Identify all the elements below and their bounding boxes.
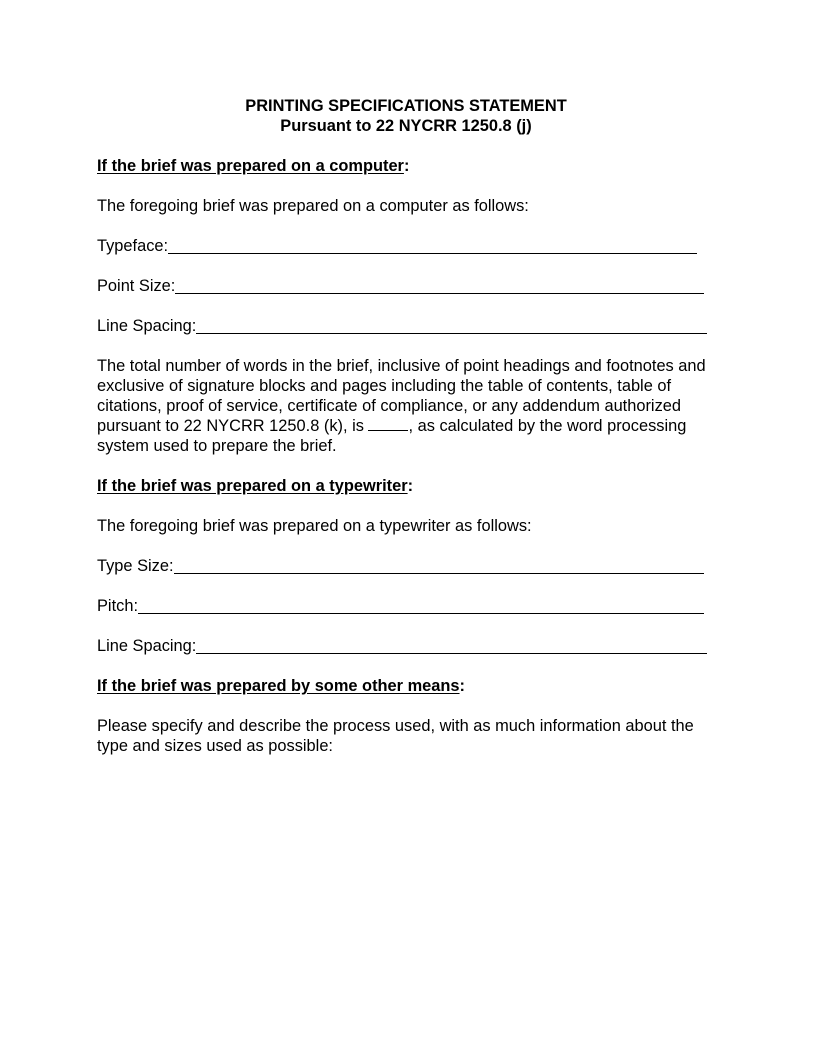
computer-line-spacing-label: Line Spacing:: [97, 317, 197, 335]
typewriter-heading-colon: :: [407, 477, 414, 495]
pitch-blank[interactable]: [138, 598, 704, 614]
other-section-heading: [97, 676, 715, 696]
typeface-field: [97, 236, 715, 256]
computer-heading-text: If the brief was prepared on a computer: [97, 157, 404, 175]
typewriter-line-spacing-field: [97, 636, 715, 656]
computer-section-heading: [97, 156, 715, 176]
word-count-text-2: , as calculated by the word processing system used to prepare the brief.: [97, 417, 687, 455]
typewriter-intro: The foregoing brief was prepared on a typewriter as follows:: [97, 517, 532, 535]
typewriter-heading-text: If the brief was prepared on a typewriter: [97, 477, 408, 495]
computer-intro: The foregoing brief was prepared on a computer as follows:: [97, 197, 529, 215]
typewriter-section-heading: [97, 476, 715, 496]
word-count-blank[interactable]: [368, 416, 408, 431]
point-size-field: [97, 276, 715, 296]
type-size-field: [97, 556, 715, 576]
pitch-label: Pitch:: [97, 597, 138, 615]
document-page: [97, 96, 715, 756]
other-heading-text: If the brief was prepared by some other means: [97, 677, 460, 695]
word-count-paragraph: [97, 356, 717, 456]
computer-line-spacing-field: [97, 316, 715, 336]
pitch-field: [97, 596, 715, 616]
typeface-label: Typeface:: [97, 237, 169, 255]
document-title: PRINTING SPECIFICATIONS STATEMENT: [245, 97, 567, 115]
point-size-label: Point Size:: [97, 277, 176, 295]
word-count-text-1: The total number of words in the brief, inclusive of point headings and footnotes and exclusive of signature blocks and pages including the table of contents, table of citations, proof of service, certificate of compliance, or any addendum authorized pursuant to 22 NYCRR 1250.8 (k), is: [97, 357, 706, 435]
type-size-blank[interactable]: [174, 558, 704, 574]
typewriter-line-spacing-blank[interactable]: [196, 638, 707, 654]
computer-line-spacing-blank[interactable]: [196, 318, 707, 334]
typewriter-line-spacing-label: Line Spacing:: [97, 637, 197, 655]
typeface-blank[interactable]: [168, 238, 697, 254]
document-subtitle: Pursuant to 22 NYCRR 1250.8 (j): [280, 117, 532, 135]
other-description: Please specify and describe the process used, with as much information about the type and sizes used as possible:: [97, 717, 694, 755]
type-size-label: Type Size:: [97, 557, 174, 575]
point-size-blank[interactable]: [175, 278, 704, 294]
other-heading-colon: :: [459, 677, 465, 695]
computer-heading-colon: :: [403, 157, 410, 175]
